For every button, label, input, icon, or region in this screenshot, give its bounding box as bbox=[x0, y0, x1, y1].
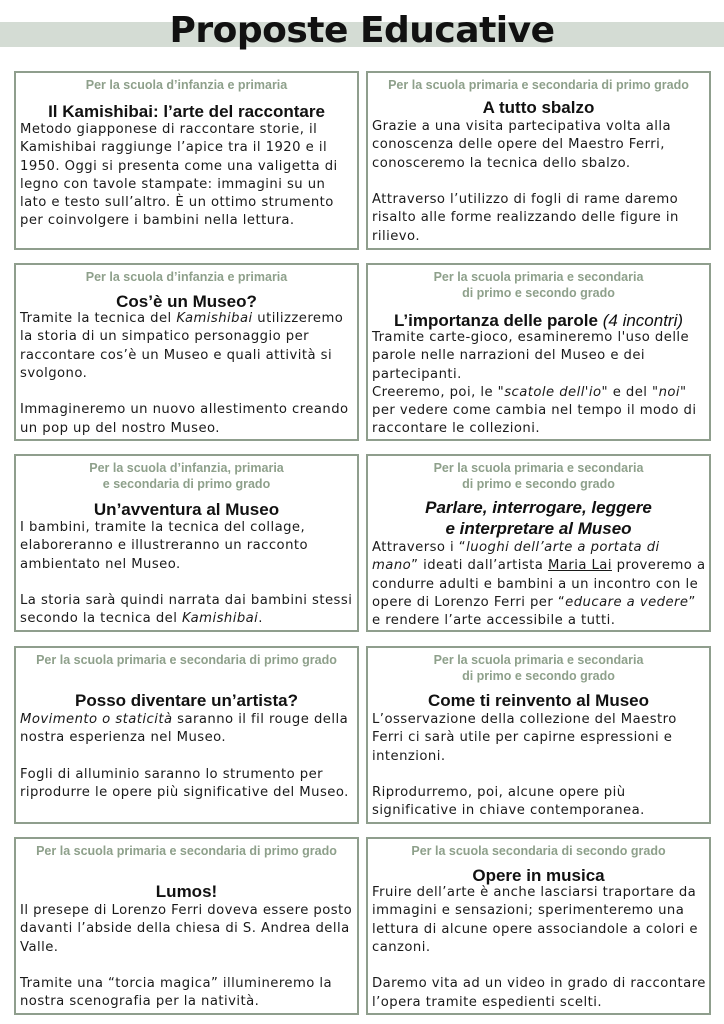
card-audience: Per la scuola primaria e secondaria di primo e secondo grado bbox=[433, 461, 644, 491]
card-title: Come ti reinvento al Museo bbox=[427, 691, 650, 710]
card-body bbox=[372, 884, 707, 1012]
card-paragraph: I bambini, tramite la tecnica del collage, elaboreranno e illustreranno un racconto ambientato nel Museo. bbox=[20, 520, 309, 572]
card-body bbox=[20, 519, 355, 629]
card-kamishibai bbox=[14, 71, 359, 250]
card-lumos bbox=[14, 837, 359, 1015]
card-title: Lumos! bbox=[155, 882, 218, 901]
card-paragraph: Fogli di alluminio saranno lo strumento per riprodurre le opere più significative del Museo. bbox=[20, 766, 349, 801]
card-a-tutto-sbalzo bbox=[366, 71, 711, 250]
card-audience: Per la scuola secondaria di secondo grado bbox=[411, 844, 666, 858]
card-title-note: (4 incontri) bbox=[602, 311, 684, 330]
card-body bbox=[372, 118, 707, 246]
card-body bbox=[20, 310, 355, 438]
card-audience: Per la scuola primaria e secondaria di primo grado bbox=[36, 844, 337, 858]
card-paragraph: L’osservazione della collezione del Maestro Ferri ci sarà utile per capirne espressioni e intenzioni. bbox=[372, 712, 677, 764]
card-paragraph: Attraverso i “luoghi dell’arte a portata di mano” ideati dall’artista Maria Lai proveremo a condurre adulti e bambini a un incontro con le opere di Lorenzo Ferri per “educare a vedere” e rendere l’arte accessibile a tutti. bbox=[372, 540, 706, 629]
card-posso-diventare-artista bbox=[14, 646, 359, 824]
card-come-ti-reinvento bbox=[366, 646, 711, 824]
card-title: A tutto sbalzo bbox=[482, 98, 595, 117]
card-title: L’importanza delle parole (4 incontri) bbox=[393, 311, 684, 330]
card-paragraph: Movimento o staticità saranno il fil rouge della nostra esperienza nel Museo. bbox=[20, 712, 349, 746]
card-title: Posso diventare un’artista? bbox=[75, 691, 298, 710]
card-paragraph: Tramite una “torcia magica” illumineremo la nostra scenografia per la natività. bbox=[20, 976, 333, 1010]
card-paragraph: Metodo giapponese di raccontare storie, il Kamishibai raggiunge l’apice tra il 1920 e il 1950. Oggi si presenta come una valigetta di legno con tavole stampate: immagini su un lato e testo sull’altro. È un ottimo strumento per coinvolgere i bambini nella lettura. bbox=[20, 122, 338, 229]
card-paragraph: Immagineremo un nuovo allestimento creando un pop up del nostro Museo. bbox=[20, 402, 349, 436]
card-avventura-museo bbox=[14, 454, 359, 632]
card-paragraph: La storia sarà quindi narrata dai bambini stessi secondo la tecnica del Kamishibai. bbox=[20, 593, 353, 627]
card-paragraph: Tramite carte-gioco, esamineremo l'uso delle parole nelle narrazioni del Museo e dei partecipanti. bbox=[372, 330, 690, 382]
card-body bbox=[20, 902, 355, 1012]
card-title: Il Kamishibai: l’arte del raccontare bbox=[48, 102, 325, 121]
card-paragraph: Riprodurremo, poi, alcune opere più significative in chiave contemporanea. bbox=[372, 785, 645, 819]
card-paragraph: Il presepe di Lorenzo Ferri doveva essere posto davanti l’abside della chiesa di S. Andrea della Valle. bbox=[20, 903, 353, 955]
card-audience: Per la scuola primaria e secondaria di primo grado bbox=[388, 78, 689, 92]
card-paragraph: Grazie a una visita partecipativa volta alla conoscenza delle opere del Maestro Ferri, conosceremo la tecnica dello sbalzo. bbox=[372, 119, 672, 171]
page-title: Proposte Educative bbox=[169, 10, 555, 51]
card-body bbox=[372, 539, 707, 630]
card-paragraph: Fruire dell’arte è anche lasciarsi traportare da immagini e sensazioni; sperimenteremo una lettura di alcune opere associandole a colori e canzoni. bbox=[372, 885, 698, 955]
artist-name: Maria Lai bbox=[547, 558, 612, 574]
card-body bbox=[20, 121, 355, 231]
card-audience: Per la scuola primaria e secondaria di primo e secondo grado bbox=[433, 270, 644, 300]
card-paragraph: Attraverso l’utilizzo di fogli di rame daremo risalto alle forme realizzando delle figure in rilievo. bbox=[372, 192, 679, 244]
card-body bbox=[372, 329, 707, 439]
card-audience: Per la scuola d’infanzia e primaria bbox=[85, 270, 288, 284]
card-audience: Per la scuola primaria e secondaria di primo grado bbox=[36, 653, 337, 667]
card-opere-in-musica bbox=[366, 837, 711, 1015]
card-cose-un-museo bbox=[14, 263, 359, 441]
card-audience: Per la scuola d’infanzia, primaria e secondaria di primo grado bbox=[89, 461, 284, 491]
card-audience: Per la scuola primaria e secondaria di primo e secondo grado bbox=[433, 653, 644, 683]
card-body bbox=[372, 711, 707, 821]
card-audience: Per la scuola d’infanzia e primaria bbox=[85, 78, 288, 92]
card-paragraph: Creeremo, poi, le "scatole dell'io" e del "noi" per vedere come cambia nel tempo il modo di raccontare le collezioni. bbox=[372, 384, 697, 437]
card-importanza-parole bbox=[366, 263, 711, 441]
card-paragraph: Daremo vita ad un video in grado di raccontare l’opera tramite espedienti scelti. bbox=[372, 976, 706, 1010]
card-title: Cos’è un Museo? bbox=[116, 292, 257, 311]
card-paragraph: Tramite la tecnica del Kamishibai utilizzeremo la storia di un simpatico personaggio per raccontare cos’è un Museo e quali attività si svolgono. bbox=[20, 311, 344, 381]
card-title: Opere in musica bbox=[472, 866, 605, 885]
card-title: Un’avventura al Museo bbox=[93, 500, 280, 519]
card-parlare-interrogare bbox=[366, 454, 711, 632]
card-body bbox=[20, 711, 355, 802]
card-title: Parlare, interrogare, leggere e interpretare al Museo bbox=[425, 498, 652, 538]
